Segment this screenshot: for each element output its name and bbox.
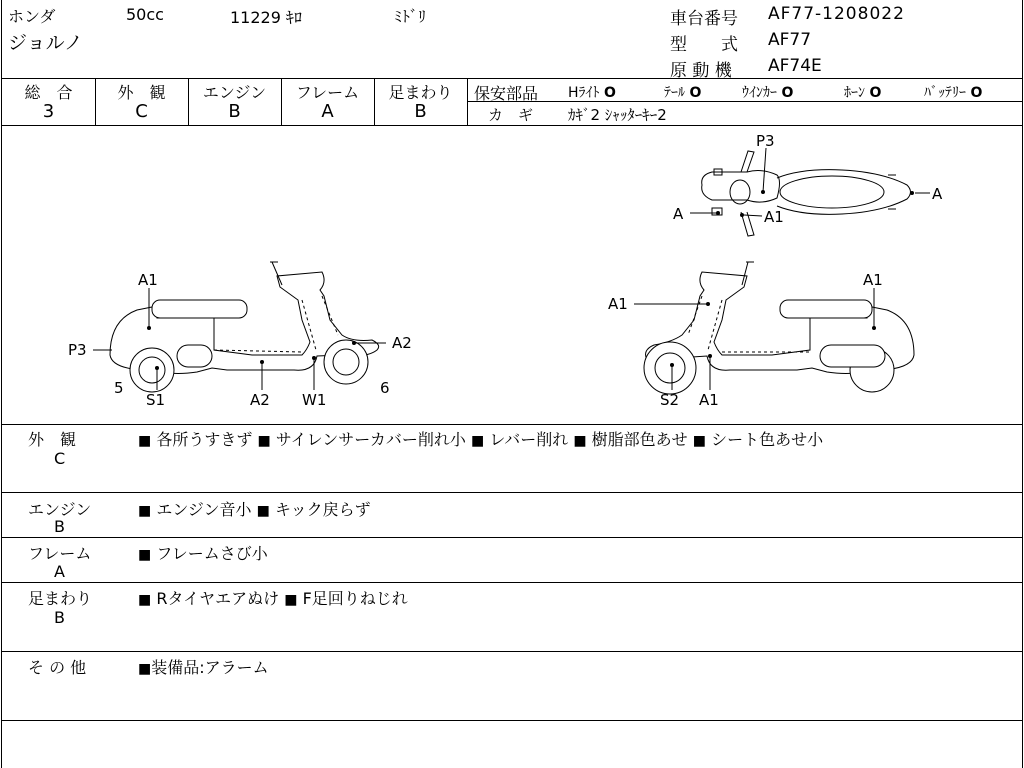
maker: ホンダ	[8, 7, 56, 26]
inspection-sheet	[1, 0, 1023, 768]
key-label: カ ギ	[488, 106, 534, 124]
remark-suspension-items: ■ Rタイヤエアぬけ ■ F足回りねじれ	[138, 589, 408, 608]
score-total-value: 3	[42, 101, 55, 122]
scooter-top-view	[702, 151, 911, 236]
label-top-p3: P3	[756, 132, 775, 150]
label-right-a1-bottom: A1	[699, 391, 719, 409]
safety-parts-label: 保安部品	[474, 84, 539, 103]
remark-frame-items: ■ フレームさび小	[138, 544, 268, 563]
score-suspension-value: B	[414, 101, 427, 122]
remark-exterior-items: ■ 各所うすきず ■ サイレンサーカバー削れ小 ■ レバー削れ ■ 樹脂部色あせ ■ シート色あせ小	[138, 430, 824, 449]
frame-number-label: 車台番号	[670, 9, 738, 29]
check-mark: O	[869, 85, 882, 101]
divider	[2, 492, 1022, 493]
check-mark: O	[970, 85, 983, 101]
displacement: 50cc	[126, 5, 164, 24]
score-engine-value: B	[228, 101, 241, 122]
divider	[2, 651, 1022, 652]
score-exterior-value: C	[135, 101, 148, 122]
remark-frame-grade: A	[54, 562, 65, 581]
label-left-s1: S1	[146, 391, 166, 409]
scooter-damage-diagram	[2, 126, 1024, 424]
score-frame-label: フレーム	[295, 83, 360, 102]
frame-number: AF77-1208022	[768, 4, 905, 24]
remark-engine-label: エンジン	[28, 500, 92, 519]
label-right-a1-left: A1	[608, 295, 628, 313]
label-right-s2: S2	[660, 391, 680, 409]
label-left-5: 5	[114, 379, 124, 397]
type-label: 型 式	[670, 35, 738, 55]
remark-suspension-grade: B	[54, 608, 65, 627]
model-name: ジョルノ	[8, 32, 83, 54]
label-left-a1: A1	[138, 271, 158, 289]
remark-suspension-label: 足まわり	[28, 589, 93, 608]
remark-engine-items: ■ エンジン音小 ■ キック戻らず	[138, 500, 371, 519]
label-left-a2-bottom: A2	[250, 391, 270, 409]
divider	[2, 582, 1022, 583]
remark-exterior-grade: C	[54, 449, 66, 468]
score-exterior-label: 外 観	[117, 83, 166, 102]
label-top-a1: A1	[764, 208, 784, 226]
safety-item-battery: ﾊﾞｯﾃﾘｰ O	[924, 85, 983, 101]
divider	[2, 720, 1022, 721]
engine-model-value: AF74E	[768, 56, 822, 76]
label-right-a1-right: A1	[863, 271, 883, 289]
safety-item-horn: ﾎｰﾝ O	[844, 85, 882, 101]
type-value: AF77	[768, 30, 812, 50]
remark-engine-grade: B	[54, 517, 65, 536]
score-suspension-label: 足まわり	[388, 83, 453, 102]
color: ﾐﾄﾞﾘ	[394, 7, 427, 26]
remark-frame-label: フレーム	[28, 544, 92, 563]
remark-other-items: ■装備品:アラーム	[138, 658, 269, 677]
divider	[2, 78, 1022, 79]
safety-item-taillight: ﾃｰﾙ O	[664, 85, 702, 101]
check-mark: O	[781, 85, 794, 101]
divider	[2, 424, 1022, 425]
label-left-a2: A2	[392, 334, 412, 352]
score-engine-label: エンジン	[202, 83, 267, 102]
label-top-a-right: A	[932, 185, 943, 203]
safety-item-headlight: Hﾗｲﾄ O	[568, 85, 616, 101]
label-top-a-left: A	[673, 205, 684, 223]
engine-model-label: 原 動 機	[670, 61, 732, 81]
mileage: 11229 ｷﾛ	[230, 8, 302, 27]
remark-other-label: そ の 他	[28, 658, 87, 677]
remark-exterior-label: 外 観	[28, 430, 77, 449]
safety-item-winker: ｳｲﾝｶｰ O	[742, 85, 794, 101]
key-value: ｶｷﾞ2 ｼｬｯﾀｰｷｰ2	[568, 106, 667, 124]
label-left-6: 6	[380, 379, 390, 397]
divider	[2, 537, 1022, 538]
label-left-w1: W1	[302, 391, 327, 409]
label-left-p3: P3	[68, 341, 87, 359]
score-frame-value: A	[321, 101, 334, 122]
score-total-label: 総 合	[24, 83, 73, 102]
check-mark: O	[603, 85, 616, 101]
check-mark: O	[689, 85, 702, 101]
